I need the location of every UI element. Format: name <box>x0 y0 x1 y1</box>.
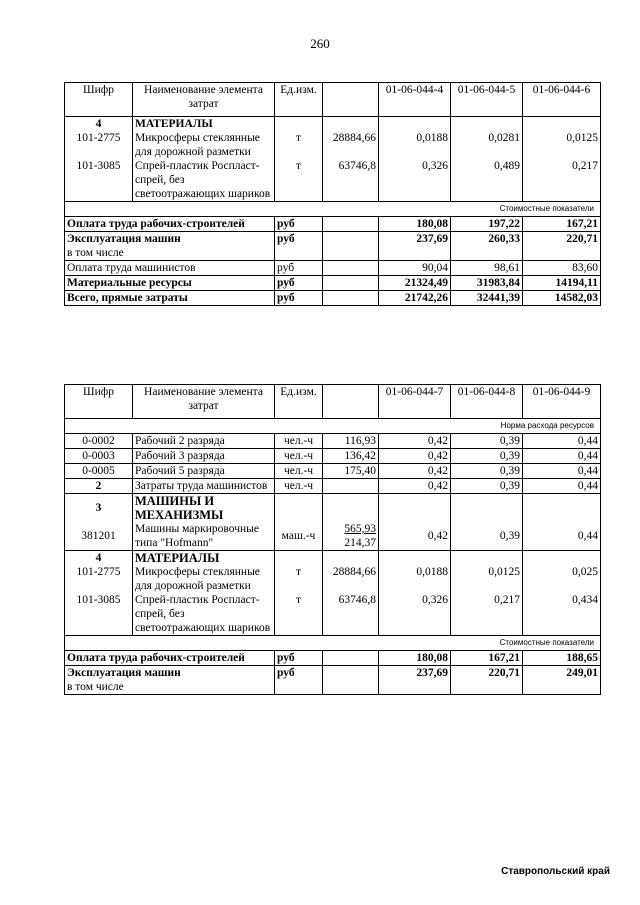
row-name: Рабочий 5 разряда <box>133 464 275 479</box>
cost-table-2 <box>64 384 601 695</box>
row-name: Спрей-пластик Роспласт-спрей, без светоотражающих шариков <box>133 593 275 636</box>
row-name: Микросферы стеклянные для дорожной разметки <box>133 131 275 159</box>
cost-value-3: 188,65 <box>523 651 601 666</box>
row-unit: т <box>275 159 323 202</box>
cost-row <box>65 666 601 695</box>
row-value-3: 0,44 <box>523 434 601 449</box>
section-row <box>65 419 601 434</box>
cost-row <box>65 276 601 291</box>
cost-unit: руб <box>275 651 323 666</box>
group-code: 4 <box>65 117 133 132</box>
cost-value-3: 220,71 <box>523 232 601 261</box>
cost-label: Эксплуатация машин <box>67 233 181 245</box>
cost-value-3: 14194,11 <box>523 276 601 291</box>
row-code: 0-0005 <box>65 464 133 479</box>
row-unit: чел.-ч <box>275 479 323 494</box>
cost-row <box>65 261 601 276</box>
row-code: 101-2775 <box>65 131 133 159</box>
row-name: Затраты труда машинистов <box>133 479 275 494</box>
cost-row <box>65 232 601 261</box>
table-row <box>65 159 601 202</box>
cost-value-3: 167,21 <box>523 217 601 232</box>
row-name: Микросферы стеклянные для дорожной разметки <box>133 565 275 593</box>
row-price-secondary: 214,37 <box>344 537 376 549</box>
row-name: Рабочий 2 разряда <box>133 434 275 449</box>
cost-unit: руб <box>275 291 323 306</box>
cost-sublabel: в том числе <box>67 247 124 259</box>
group-row <box>65 117 601 132</box>
row-value-3: 0,44 <box>523 522 601 551</box>
header-col-3: 01-06-044-9 <box>523 385 601 419</box>
row-value-3: 0,44 <box>523 449 601 464</box>
cost-value-1: 237,69 <box>379 232 451 261</box>
row-name: Спрей-пластик Роспласт-спрей, без светоотражающих шариков <box>133 159 275 202</box>
table-row <box>65 464 601 479</box>
row-code: 381201 <box>65 522 133 551</box>
cost-value-1: 90,04 <box>379 261 451 276</box>
cost-value-2: 98,61 <box>451 261 523 276</box>
cost-value-1: 21742,26 <box>379 291 451 306</box>
page-number: 260 <box>310 36 330 51</box>
row-price: 63746,8 <box>323 593 379 636</box>
header-code: Шифр <box>65 83 133 117</box>
cost-label: Всего, прямые затраты <box>65 291 275 306</box>
cost-value-2: 167,21 <box>451 651 523 666</box>
group-title: МАТЕРИАЛЫ <box>133 551 275 566</box>
row-code: 101-3085 <box>65 593 133 636</box>
section-row <box>65 636 601 651</box>
table-header-row <box>65 83 601 117</box>
cost-label: Оплата труда рабочих-строителей <box>65 651 275 666</box>
row-value-2: 0,0281 <box>451 131 523 159</box>
table-row <box>65 593 601 636</box>
cost-value-1: 21324,49 <box>379 276 451 291</box>
row-value-3: 0,025 <box>523 565 601 593</box>
section-label: Норма расхода ресурсов <box>65 419 601 434</box>
group-row <box>65 551 601 566</box>
table-row <box>65 131 601 159</box>
table-header-row <box>65 385 601 419</box>
row-unit: чел.-ч <box>275 464 323 479</box>
table-row <box>65 449 601 464</box>
row-value-1: 0,42 <box>379 434 451 449</box>
row-value-2: 0,489 <box>451 159 523 202</box>
cost-value-1: 180,08 <box>379 217 451 232</box>
cost-unit: руб <box>275 261 323 276</box>
row-code: 0-0002 <box>65 434 133 449</box>
group-title: МАТЕРИАЛЫ <box>133 117 275 132</box>
row-code: 101-2775 <box>65 565 133 593</box>
header-price <box>323 83 379 117</box>
row-unit: т <box>275 593 323 636</box>
group-row <box>65 494 601 523</box>
row-price: 63746,8 <box>323 159 379 202</box>
header-name: Наименование элемента затрат <box>133 385 275 419</box>
table-row <box>65 522 601 551</box>
cost-value-2: 220,71 <box>451 666 523 695</box>
row-unit: т <box>275 565 323 593</box>
row-code: 101-3085 <box>65 159 133 202</box>
row-value-2: 0,39 <box>451 479 523 494</box>
row-price-cell <box>323 522 379 551</box>
section-label: Стоимостные показатели <box>65 636 601 651</box>
row-value-3: 0,44 <box>523 479 601 494</box>
row-code: 2 <box>65 479 133 494</box>
row-value-2: 0,39 <box>451 522 523 551</box>
row-value-1: 0,0188 <box>379 131 451 159</box>
group-code: 4 <box>65 551 133 566</box>
header-price <box>323 385 379 419</box>
row-value-2: 0,39 <box>451 434 523 449</box>
row-name: Машины маркировочные типа "Hofmann" <box>133 522 275 551</box>
row-value-1: 0,42 <box>379 449 451 464</box>
row-price: 116,93 <box>323 434 379 449</box>
row-value-2: 0,217 <box>451 593 523 636</box>
cost-value-3: 249,01 <box>523 666 601 695</box>
group-code: 3 <box>65 494 133 523</box>
cost-label-cell <box>65 666 275 695</box>
table-row <box>65 434 601 449</box>
row-price: 28884,66 <box>323 131 379 159</box>
header-name: Наименование элемента затрат <box>133 83 275 117</box>
cost-row <box>65 217 601 232</box>
cost-label: Эксплуатация машин <box>67 667 181 679</box>
cost-value-1: 237,69 <box>379 666 451 695</box>
cost-row <box>65 291 601 306</box>
row-unit: чел.-ч <box>275 434 323 449</box>
row-value-3: 0,44 <box>523 464 601 479</box>
cost-label: Оплата труда машинистов <box>65 261 275 276</box>
cost-value-2: 31983,84 <box>451 276 523 291</box>
row-value-1: 0,326 <box>379 159 451 202</box>
header-col-2: 01-06-044-8 <box>451 385 523 419</box>
header-col-3: 01-06-044-6 <box>523 83 601 117</box>
cost-label-cell <box>65 232 275 261</box>
row-value-3: 0,217 <box>523 159 601 202</box>
row-value-2: 0,0125 <box>451 565 523 593</box>
cost-value-2: 260,33 <box>451 232 523 261</box>
row-unit: т <box>275 131 323 159</box>
row-code: 0-0003 <box>65 449 133 464</box>
cost-unit: руб <box>275 217 323 232</box>
cost-row <box>65 651 601 666</box>
row-price: 175,40 <box>323 464 379 479</box>
row-value-1: 0,42 <box>379 522 451 551</box>
header-unit: Ед.изм. <box>275 385 323 419</box>
cost-label: Оплата труда рабочих-строителей <box>65 217 275 232</box>
table-row <box>65 565 601 593</box>
header-unit: Ед.изм. <box>275 83 323 117</box>
header-col-1: 01-06-044-4 <box>379 83 451 117</box>
footer-region: Ставропольский край <box>501 866 610 877</box>
group-title: МАШИНЫ И МЕХАНИЗМЫ <box>133 494 275 523</box>
cost-table-1 <box>64 82 601 306</box>
row-value-3: 0,434 <box>523 593 601 636</box>
row-value-1: 0,326 <box>379 593 451 636</box>
header-col-1: 01-06-044-7 <box>379 385 451 419</box>
row-value-2: 0,39 <box>451 464 523 479</box>
row-value-1: 0,42 <box>379 464 451 479</box>
row-price: 565,93 <box>344 523 376 535</box>
row-price: 28884,66 <box>323 565 379 593</box>
cost-value-3: 83,60 <box>523 261 601 276</box>
header-col-2: 01-06-044-5 <box>451 83 523 117</box>
cost-value-3: 14582,03 <box>523 291 601 306</box>
section-row <box>65 202 601 217</box>
cost-unit: руб <box>275 666 323 695</box>
row-price: 136,42 <box>323 449 379 464</box>
row-unit: чел.-ч <box>275 449 323 464</box>
cost-unit: руб <box>275 276 323 291</box>
cost-unit: руб <box>275 232 323 261</box>
cost-sublabel: в том числе <box>67 681 124 693</box>
row-unit: маш.-ч <box>275 522 323 551</box>
row-value-1: 0,42 <box>379 479 451 494</box>
row-name: Рабочий 3 разряда <box>133 449 275 464</box>
table-row <box>65 479 601 494</box>
cost-value-2: 32441,39 <box>451 291 523 306</box>
cost-label: Материальные ресурсы <box>65 276 275 291</box>
section-label: Стоимостные показатели <box>65 202 601 217</box>
row-value-3: 0,0125 <box>523 131 601 159</box>
cost-value-2: 197,22 <box>451 217 523 232</box>
header-code: Шифр <box>65 385 133 419</box>
row-value-1: 0,0188 <box>379 565 451 593</box>
row-value-2: 0,39 <box>451 449 523 464</box>
cost-value-1: 180,08 <box>379 651 451 666</box>
